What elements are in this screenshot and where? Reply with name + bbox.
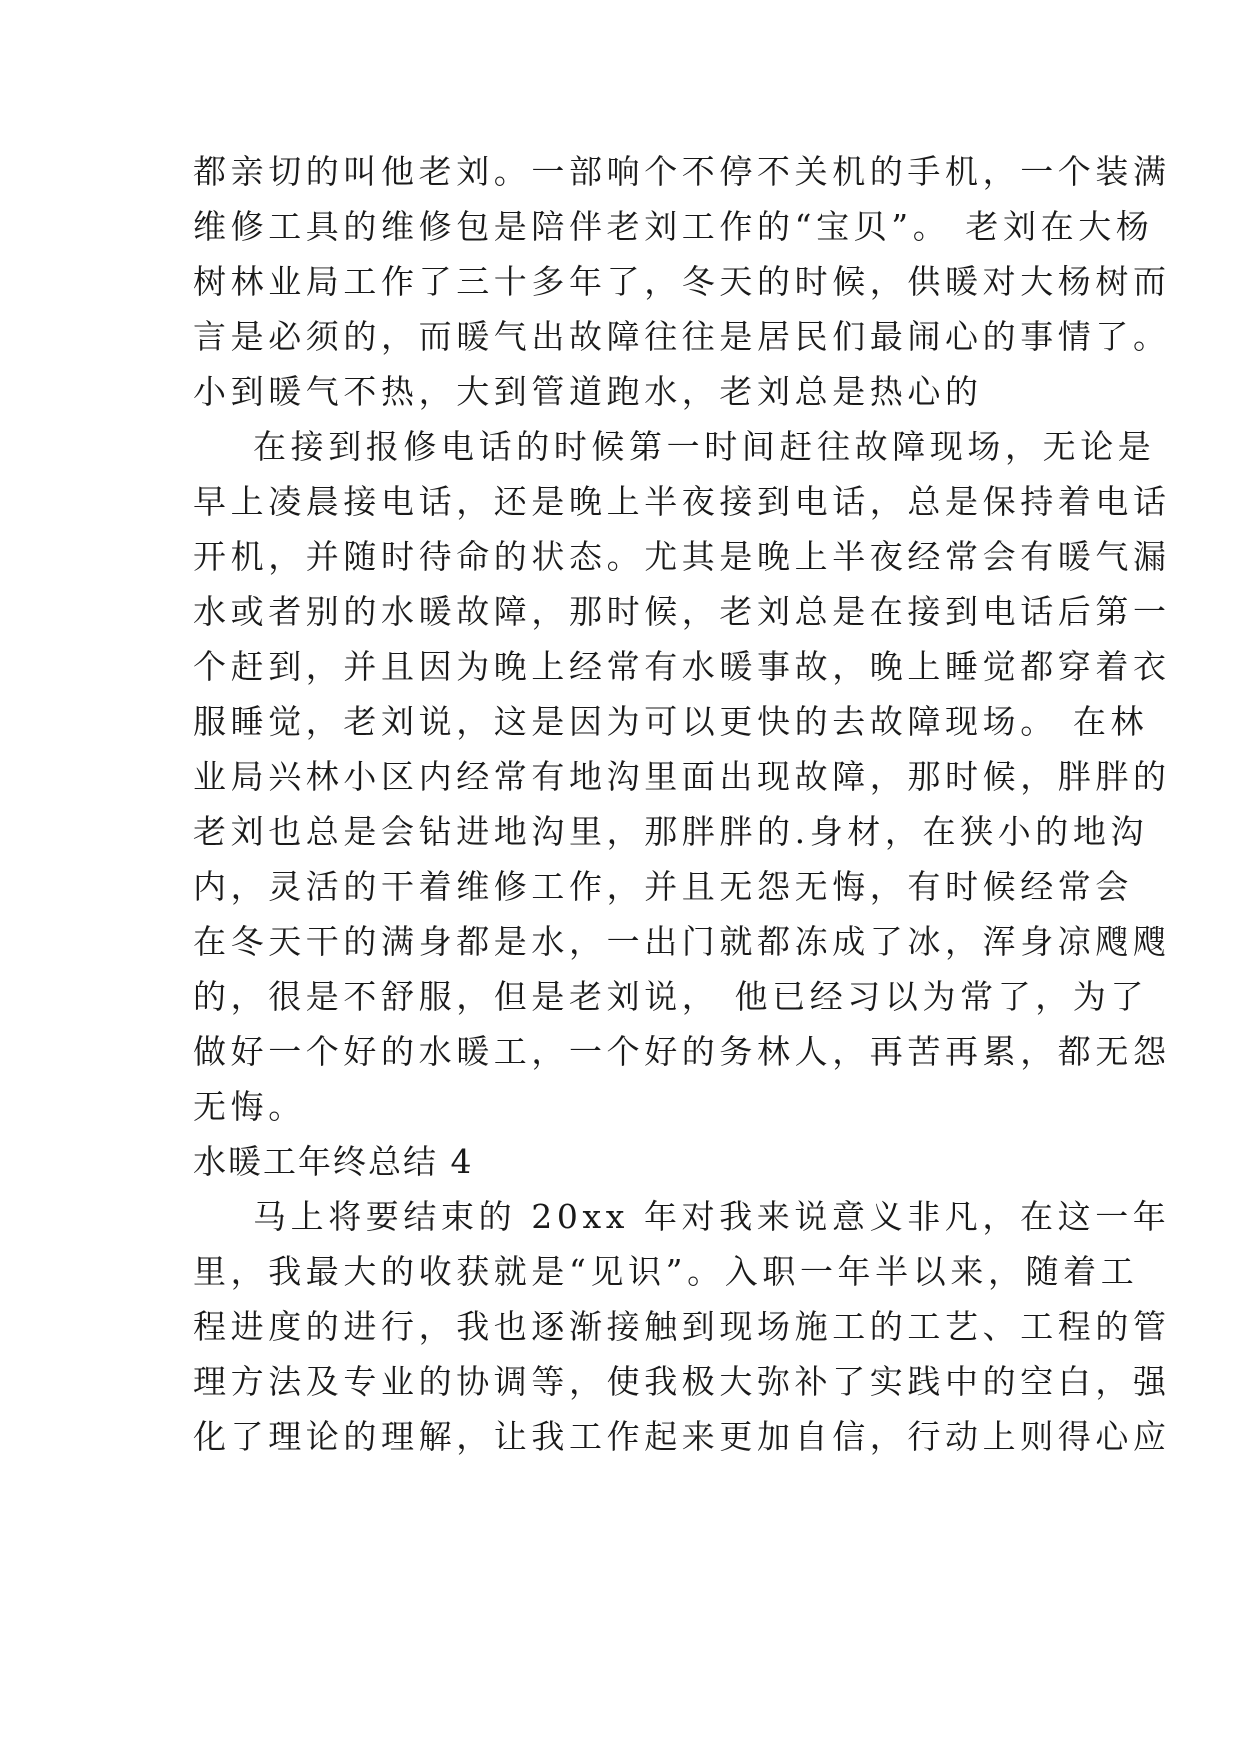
paragraph-3-line: 理方法及专业的协调等，使我极大弥补了实践中的空白，强 [193, 1362, 1171, 1401]
paragraph-1-line: 小到暖气不热，大到管道跑水，老刘总是热心的 [193, 372, 983, 411]
paragraph-2-line: 水或者别的水暖故障，那时候，老刘总是在接到电话后第一 [193, 592, 1171, 631]
paragraph-1-line: 都亲切的叫他老刘。一部响个不停不关机的手机，一个装满 [193, 152, 1171, 191]
paragraph-2-line: 个赶到，并且因为晚上经常有水暖事故，晚上睡觉都穿着衣 [193, 647, 1171, 686]
paragraph-2-line: 在接到报修电话的时候第一时间赶往故障现场，无论是 [253, 427, 1156, 466]
paragraph-3-line: 程进度的进行，我也逐渐接触到现场施工的工艺、工程的管 [193, 1307, 1171, 1346]
paragraph-3-line: 马上将要结束的 20xx 年对我来说意义非凡，在这一年 [253, 1197, 1171, 1236]
section-heading: 水暖工年终总结 4 [193, 1142, 474, 1181]
paragraph-2-line: 在冬天干的满身都是水，一出门就都冻成了冰，浑身凉飕飕 [193, 922, 1171, 961]
paragraph-3-line: 里，我最大的收获就是“见识”。入职一年半以来，随着工 [193, 1252, 1139, 1291]
paragraph-2-line: 老刘也总是会钻进地沟里，那胖胖的.身材，在狭小的地沟 [193, 812, 1149, 851]
paragraph-2-line: 的，很是不舒服，但是老刘说， 他已经习以为常了，为了 [193, 977, 1149, 1016]
paragraph-2-line: 内，灵活的干着维修工作，并且无怨无悔，有时候经常会 [193, 867, 1133, 906]
paragraph-2-line: 开机，并随时待命的状态。尤其是晚上半夜经常会有暖气漏 [193, 537, 1171, 576]
paragraph-2-line: 早上凌晨接电话，还是晚上半夜接到电话，总是保持着电话 [193, 482, 1171, 521]
paragraph-2-line: 业局兴林小区内经常有地沟里面出现故障，那时候，胖胖的 [193, 757, 1171, 796]
paragraph-1-line: 树林业局工作了三十多年了，冬天的时候，供暖对大杨树而 [193, 262, 1171, 301]
paragraph-2-line: 服睡觉，老刘说，这是因为可以更快的去故障现场。 在林 [193, 702, 1149, 741]
paragraph-1-line: 维修工具的维修包是陪伴老刘工作的“宝贝”。 老刘在大杨 [193, 207, 1154, 246]
paragraph-3-line: 化了理论的理解，让我工作起来更加自信，行动上则得心应 [193, 1417, 1171, 1456]
paragraph-1-line: 言是必须的，而暖气出故障往往是居民们最闹心的事情了。 [193, 317, 1171, 356]
paragraph-2-line: 无悔。 [193, 1087, 306, 1126]
paragraph-2-line: 做好一个好的水暖工，一个好的务林人，再苦再累，都无怨 [193, 1032, 1171, 1071]
